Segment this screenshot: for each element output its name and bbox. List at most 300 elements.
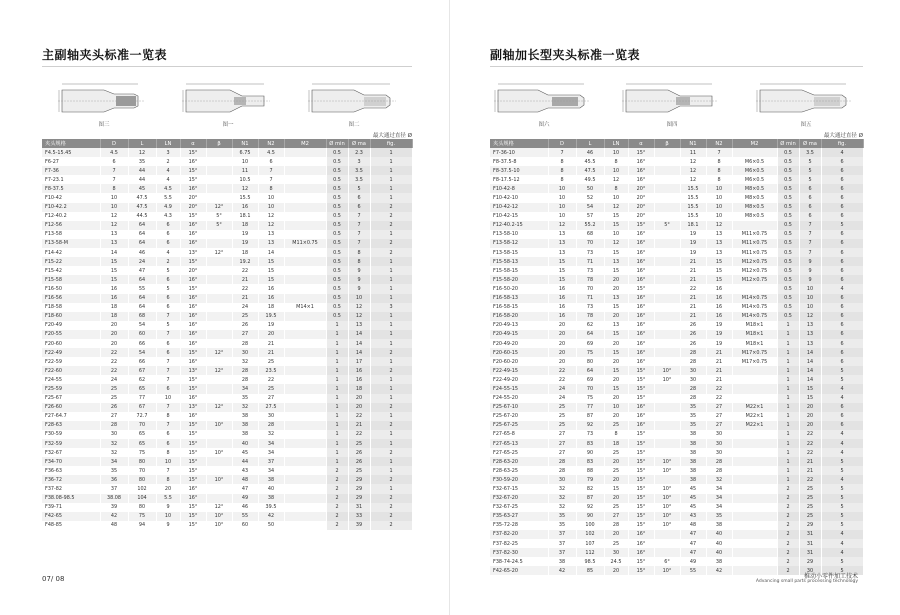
table-cell: 13 [604, 257, 628, 266]
table-cell: 5 [821, 566, 863, 575]
table-cell: 4 [821, 439, 863, 448]
table-cell: 23.5 [258, 366, 284, 375]
table-cell [284, 394, 326, 403]
table-cell: 15° [180, 430, 206, 439]
table-cell: 6.75 [232, 148, 258, 157]
table-cell: 15 [604, 221, 628, 230]
table-cell: 10 [604, 193, 628, 202]
table-cell [284, 321, 326, 330]
table-cell: 32 [548, 484, 576, 493]
table-cell: 16° [628, 248, 654, 257]
table-cell: 1 [370, 430, 412, 439]
table-cell: 12 [604, 239, 628, 248]
table-cell: F32-67-15 [490, 484, 548, 493]
table-cell: 38 [680, 430, 706, 439]
table-cell: 94 [128, 521, 156, 530]
table-cell: 12° [206, 366, 232, 375]
table-cell: 49 [680, 557, 706, 566]
table-cell: 18 [258, 303, 284, 312]
table-cell: 4 [821, 475, 863, 484]
table-cell: 15° [180, 466, 206, 475]
collet-drawing-icon [54, 78, 154, 118]
table-cell: 16° [628, 294, 654, 303]
table-cell: 4 [821, 548, 863, 557]
table-cell: 10° [206, 421, 232, 430]
table-row [490, 512, 863, 521]
table-cell: 10 [706, 184, 732, 193]
table-cell: 22 [100, 348, 128, 357]
table-cell: 30 [548, 475, 576, 484]
table-cell: 6 [821, 275, 863, 284]
table-cell: 19 [706, 330, 732, 339]
table-cell [284, 466, 326, 475]
table-cell: 20 [604, 394, 628, 403]
table-cell [206, 457, 232, 466]
table-cell: 12° [206, 503, 232, 512]
table-cell [654, 230, 680, 239]
table-cell: 28 [232, 375, 258, 384]
table-cell: 107 [576, 539, 604, 548]
table-cell: 10 [156, 512, 180, 521]
table-cell: 40 [706, 530, 732, 539]
table-cell [654, 239, 680, 248]
table-row [490, 403, 863, 412]
table-cell: 44 [128, 166, 156, 175]
table-cell: F15-42 [42, 266, 100, 275]
table-cell: 20 [799, 421, 821, 430]
table-cell: 67 [128, 366, 156, 375]
table-cell: 12° [206, 248, 232, 257]
table-cell: 7 [156, 421, 180, 430]
table-cell [654, 539, 680, 548]
collet-drawing-fig1 [178, 78, 278, 130]
table-row [490, 348, 863, 357]
table-cell: 0.5 [777, 239, 799, 248]
table-cell: 62 [576, 321, 604, 330]
table-cell: 0.5 [326, 284, 348, 293]
table-cell: 14 [799, 366, 821, 375]
table-cell: 5 [156, 284, 180, 293]
table-cell: 12 [680, 166, 706, 175]
table-cell: 0.5 [777, 257, 799, 266]
table-row [490, 212, 863, 221]
table-cell: 16° [628, 357, 654, 366]
table-cell: 1 [326, 339, 348, 348]
table-cell: 14 [100, 248, 128, 257]
table-cell: 4 [156, 166, 180, 175]
table-row [490, 330, 863, 339]
table-cell: 6 [156, 348, 180, 357]
table-cell [284, 403, 326, 412]
table-cell: 10 [604, 230, 628, 239]
table-cell: F6-27 [42, 157, 100, 166]
table-cell: 13 [258, 239, 284, 248]
table-cell [284, 193, 326, 202]
table-cell: 4.3 [156, 212, 180, 221]
table-cell: 15° [180, 521, 206, 530]
table-cell: 13 [706, 230, 732, 239]
table-cell: 14 [799, 375, 821, 384]
spec-table [490, 139, 864, 575]
table-cell: M6×0.5 [732, 166, 777, 175]
table-cell: 22 [799, 439, 821, 448]
column-header: D [548, 139, 576, 148]
table-cell: 22 [799, 430, 821, 439]
table-cell: 25 [604, 448, 628, 457]
table-cell: 6 [821, 303, 863, 312]
table-header-row [490, 139, 863, 148]
table-cell: 10° [654, 375, 680, 384]
table-cell: 1 [370, 148, 412, 157]
table-cell: 46 [232, 503, 258, 512]
table-cell: 0.5 [777, 175, 799, 184]
title-divider [490, 66, 863, 67]
table-cell [206, 257, 232, 266]
page-title: 副轴加长型夹头标准一览表 [490, 48, 641, 62]
table-cell: 10 [706, 193, 732, 202]
table-row [490, 475, 863, 484]
table-cell: 20 [100, 339, 128, 348]
table-cell: 104 [128, 494, 156, 503]
table-cell: 6 [100, 157, 128, 166]
table-cell: F10-42 [42, 193, 100, 202]
table-cell: 66 [128, 357, 156, 366]
table-cell: 12 [100, 212, 128, 221]
table-cell: F25-67-10 [490, 403, 548, 412]
table-cell: 5 [821, 557, 863, 566]
table-row [42, 303, 412, 312]
table-cell: 16° [180, 312, 206, 321]
table-cell: 12° [206, 348, 232, 357]
table-cell: 30 [604, 548, 628, 557]
table-cell: 16° [628, 303, 654, 312]
table-cell: F20-49-13 [490, 321, 548, 330]
table-cell: 25 [604, 466, 628, 475]
table-cell: 7 [100, 166, 128, 175]
table-cell: 10° [654, 484, 680, 493]
table-cell: 15° [180, 421, 206, 430]
table-cell: 80 [128, 475, 156, 484]
table-cell: 28 [680, 384, 706, 393]
table-cell [732, 539, 777, 548]
table-cell [284, 175, 326, 184]
table-cell: 20 [348, 394, 370, 403]
table-cell: 3 [348, 157, 370, 166]
table-cell: 5 [821, 494, 863, 503]
table-row [42, 221, 412, 230]
table-cell: 10 [232, 157, 258, 166]
table-cell: 15 [604, 330, 628, 339]
table-cell [206, 294, 232, 303]
table-row [490, 175, 863, 184]
table-cell: 83 [576, 439, 604, 448]
table-cell: 13 [100, 230, 128, 239]
table-cell: 11 [680, 148, 706, 157]
table-row [42, 148, 412, 157]
table-cell: 19 [232, 239, 258, 248]
table-cell: 1 [326, 321, 348, 330]
table-cell: 1 [777, 448, 799, 457]
table-row [490, 166, 863, 175]
table-cell: 4 [156, 175, 180, 184]
table-row [490, 557, 863, 566]
table-cell: F24-55 [42, 375, 100, 384]
figure-caption: 图三 [98, 122, 110, 128]
column-header: M2 [284, 139, 326, 148]
table-cell: 18.1 [232, 212, 258, 221]
table-cell: 24 [548, 384, 576, 393]
table-cell: 27 [706, 412, 732, 421]
table-cell: 0.5 [777, 221, 799, 230]
table-cell [284, 448, 326, 457]
table-cell: F7-23.1 [42, 175, 100, 184]
table-cell: 20 [604, 457, 628, 466]
table-cell: 16 [348, 366, 370, 375]
table-row [490, 275, 863, 284]
table-cell: 10.5 [232, 175, 258, 184]
table-cell: 4 [821, 148, 863, 157]
table-cell: 20 [604, 312, 628, 321]
table-cell: 39 [100, 503, 128, 512]
table-cell: 26 [348, 457, 370, 466]
table-cell: 43 [680, 512, 706, 521]
table-cell: 28 [100, 421, 128, 430]
table-cell: 2 [370, 366, 412, 375]
table-cell: 30 [680, 375, 706, 384]
table-cell: 15° [628, 466, 654, 475]
table-cell: 92 [576, 421, 604, 430]
table-cell: 13 [799, 330, 821, 339]
table-cell: 6 [821, 166, 863, 175]
table-cell: 15 [604, 303, 628, 312]
table-cell [654, 157, 680, 166]
table-row [490, 439, 863, 448]
table-cell: 90 [576, 448, 604, 457]
table-cell: 10 [799, 303, 821, 312]
table-cell: 1 [326, 430, 348, 439]
table-cell: 15 [100, 266, 128, 275]
table-cell: 13 [100, 239, 128, 248]
table-cell [732, 466, 777, 475]
table-cell: 5° [206, 221, 232, 230]
table-cell: 25 [258, 384, 284, 393]
table-cell: 25 [232, 312, 258, 321]
table-cell: 4 [821, 530, 863, 539]
table-cell [654, 193, 680, 202]
table-cell: 1 [326, 357, 348, 366]
table-cell [654, 212, 680, 221]
table-cell: 57 [576, 212, 604, 221]
table-cell: 20 [799, 403, 821, 412]
table-cell: 24 [232, 303, 258, 312]
column-header: β [654, 139, 680, 148]
table-cell: 6 [821, 266, 863, 275]
table-cell: F20-49 [42, 321, 100, 330]
table-cell [654, 421, 680, 430]
table-row [42, 421, 412, 430]
table-cell: 15 [604, 266, 628, 275]
table-row [490, 430, 863, 439]
table-cell: 1 [370, 484, 412, 493]
table-cell: 22 [799, 475, 821, 484]
table-cell: 15 [604, 248, 628, 257]
table-cell: F30-59-20 [490, 475, 548, 484]
table-cell: F20-55 [42, 330, 100, 339]
table-cell: 85 [576, 566, 604, 575]
table-cell: 16° [628, 548, 654, 557]
table-cell: M8×0.5 [732, 184, 777, 193]
table-cell [284, 421, 326, 430]
table-cell: 16 [348, 375, 370, 384]
table-cell: 16° [628, 312, 654, 321]
table-cell: 1 [326, 330, 348, 339]
table-cell: 15° [180, 148, 206, 157]
table-cell: 15 [100, 275, 128, 284]
table-cell: 13° [180, 403, 206, 412]
table-cell: 5 [799, 166, 821, 175]
table-cell: 34 [258, 448, 284, 457]
page-number: 07/ 08 [42, 575, 65, 583]
table-cell: 30 [706, 430, 732, 439]
table-row [490, 412, 863, 421]
table-cell: 16° [180, 184, 206, 193]
table-cell: 15° [628, 366, 654, 375]
table-cell: 20 [604, 357, 628, 366]
table-cell [206, 439, 232, 448]
table-cell: 47.5 [576, 166, 604, 175]
column-header: 夹头规格 [490, 139, 548, 148]
table-cell: 13 [548, 248, 576, 257]
table-cell: 46 [576, 148, 604, 157]
column-header: fig. [370, 139, 412, 148]
table-cell: 20 [548, 330, 576, 339]
table-cell: 6 [821, 212, 863, 221]
table-cell: F42-65 [42, 512, 100, 521]
table-cell: M12×0.75 [732, 266, 777, 275]
table-cell: 25 [604, 421, 628, 430]
table-cell: 5 [799, 157, 821, 166]
table-cell: F15-58-20 [490, 275, 548, 284]
table-cell: 18 [232, 248, 258, 257]
table-cell: 34 [258, 439, 284, 448]
table-row [42, 193, 412, 202]
table-cell: 48 [100, 521, 128, 530]
table-cell: 20° [628, 212, 654, 221]
table-cell [732, 566, 777, 575]
table-cell: 16° [180, 221, 206, 230]
table-cell: 7 [258, 166, 284, 175]
table-cell: 21 [706, 375, 732, 384]
table-cell: 16 [706, 284, 732, 293]
table-cell [284, 384, 326, 393]
table-cell: F15-22 [42, 257, 100, 266]
table-cell [654, 357, 680, 366]
table-cell: 83 [576, 457, 604, 466]
table-cell: 12° [206, 403, 232, 412]
table-cell: 3 [156, 148, 180, 157]
table-cell: M14×0.75 [732, 312, 777, 321]
table-cell [206, 284, 232, 293]
table-cell: M11×0.75 [732, 248, 777, 257]
table-cell: 2 [370, 448, 412, 457]
table-cell: 15° [180, 503, 206, 512]
table-cell: 1 [370, 412, 412, 421]
table-cell: 8 [548, 166, 576, 175]
collet-drawing-fig5 [752, 78, 852, 130]
table-row [42, 503, 412, 512]
table-cell: 2 [777, 539, 799, 548]
table-cell [732, 375, 777, 384]
table-cell: 16° [180, 484, 206, 493]
table-cell: 12 [258, 212, 284, 221]
table-row [490, 221, 863, 230]
table-cell: 64 [128, 230, 156, 239]
table-cell: M6×0.5 [732, 157, 777, 166]
table-cell: 15° [628, 221, 654, 230]
table-row [42, 248, 412, 257]
table-cell: 27 [258, 394, 284, 403]
table-cell: 15 [604, 366, 628, 375]
table-cell: 10 [799, 294, 821, 303]
table-cell [206, 466, 232, 475]
table-cell: F25-59 [42, 384, 100, 393]
table-cell: 4 [821, 284, 863, 293]
table-cell: 0.5 [777, 284, 799, 293]
column-header: N2 [258, 139, 284, 148]
table-cell: 5° [206, 212, 232, 221]
table-cell [206, 484, 232, 493]
table-cell: 65 [128, 384, 156, 393]
table-cell: 47 [680, 548, 706, 557]
table-row [42, 294, 412, 303]
table-cell [284, 484, 326, 493]
table-cell [206, 494, 232, 503]
table-row [490, 448, 863, 457]
table-cell [732, 148, 777, 157]
table-cell: 8 [604, 184, 628, 193]
table-cell: 2 [370, 348, 412, 357]
table-cell: 26 [100, 403, 128, 412]
table-cell: 10 [156, 394, 180, 403]
table-cell: 78 [576, 275, 604, 284]
table-cell: 20 [604, 475, 628, 484]
table-cell: 16° [628, 275, 654, 284]
table-cell: 2 [370, 248, 412, 257]
spec-table [42, 139, 413, 530]
footer-slogan: 推动小零件加工技术 [803, 573, 858, 580]
table-cell: 47.5 [128, 193, 156, 202]
table-cell: F13-58-M [42, 239, 100, 248]
table-cell: 1 [777, 394, 799, 403]
table-cell: 1 [326, 412, 348, 421]
table-cell [654, 530, 680, 539]
table-cell: 10 [156, 457, 180, 466]
max-diameter-label: 最大通过直径 Ø [823, 133, 863, 139]
table-cell: 14 [258, 248, 284, 257]
table-cell: 15 [706, 266, 732, 275]
table-cell [206, 412, 232, 421]
table-cell: 16 [706, 294, 732, 303]
table-cell [284, 521, 326, 530]
table-cell: 20 [799, 412, 821, 421]
table-cell: 29 [348, 484, 370, 493]
table-cell: 16 [706, 312, 732, 321]
table-cell: 54 [576, 203, 604, 212]
table-cell: 16° [180, 339, 206, 348]
table-cell: 25 [604, 539, 628, 548]
table-cell: F27-65-8 [490, 430, 548, 439]
table-cell: 102 [128, 484, 156, 493]
